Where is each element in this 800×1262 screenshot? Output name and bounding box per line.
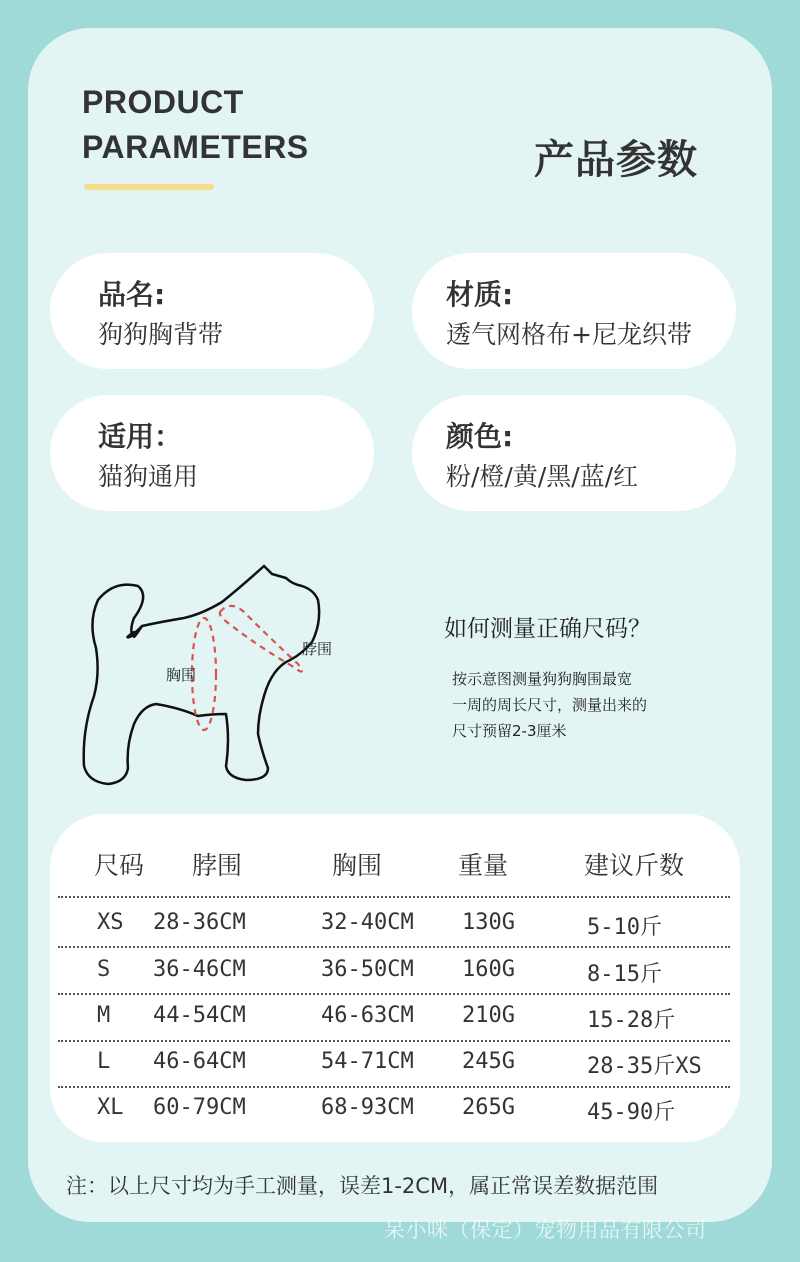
table-header-chest: 胸围 [332,851,383,880]
table-divider [58,1040,730,1042]
measure-description [452,666,712,744]
info-box-material [412,253,736,369]
table-divider [58,896,730,898]
info-value: 狗狗胸背带 [98,320,224,349]
cell-weight: 160G [462,957,515,982]
info-box-color [412,395,736,511]
info-label: 品名: [98,278,166,311]
measure-desc-line: 尺寸预留2-3厘米 [452,722,567,740]
neck-measure-line [220,606,302,672]
neck-label: 脖围 [302,640,333,658]
title-english-line1: PRODUCT [82,84,244,120]
cell-chest: 68-93CM [321,1095,414,1120]
cell-recommended: 45-90斤 [587,1100,676,1125]
title-english [82,80,309,170]
cell-chest: 32-40CM [321,910,414,935]
table-divider [58,946,730,948]
dog-outline-icon [72,556,362,792]
info-value: 猫狗通用 [98,462,199,491]
info-label: 适用： [98,420,183,453]
cell-size: S [97,957,111,982]
cell-size: L [97,1049,111,1074]
cell-size: XL [97,1095,124,1120]
measurement-note: 注：以上尺寸均为手工测量，误差1-2CM，属正常误差数据范围 [66,1174,659,1198]
cell-weight: 210G [462,1003,515,1028]
measure-desc-line: 一周的周长尺寸，测量出来的 [452,696,648,714]
cell-neck: 36-46CM [153,957,246,982]
title-chinese: 产品参数 [534,137,698,183]
cell-weight: 130G [462,910,515,935]
table-divider [58,993,730,995]
table-header-size: 尺码 [94,851,145,880]
cell-recommended: 15-28斤 [587,1008,676,1033]
info-label: 材质: [446,278,514,311]
cell-neck: 44-54CM [153,1003,246,1028]
info-label: 颜色: [446,420,514,453]
table-header-recommended-weight: 建议斤数 [584,851,685,880]
cell-recommended: 8-15斤 [587,962,662,987]
cell-chest: 36-50CM [321,957,414,982]
info-value: 透气网格布+尼龙织带 [446,320,692,349]
cell-size: M [97,1003,111,1028]
dog-measurement-figure [72,556,362,792]
info-value: 粉/橙/黄/黑/蓝/红 [446,462,639,491]
title-underline [84,184,214,190]
cell-neck: 60-79CM [153,1095,246,1120]
company-watermark: 呆小咪（保定）宠物用品有限公司 [384,1218,707,1242]
measure-title: 如何测量正确尺码？ [444,616,651,642]
cell-chest: 54-71CM [321,1049,414,1074]
title-english-line2: PARAMETERS [82,129,309,165]
measure-desc-line: 按示意图测量狗狗胸围最宽 [452,670,633,688]
cell-weight: 245G [462,1049,515,1074]
cell-weight: 265G [462,1095,515,1120]
cell-size: XS [97,910,124,935]
cell-neck: 46-64CM [153,1049,246,1074]
table-header-neck: 脖围 [192,851,243,880]
cell-recommended: 28-35斤XS [587,1054,702,1079]
table-divider [58,1086,730,1088]
table-header-weight: 重量 [458,851,509,880]
info-box-applicable [50,395,374,511]
info-box-product-name [50,253,374,369]
cell-chest: 46-63CM [321,1003,414,1028]
chest-label: 胸围 [166,666,197,684]
cell-recommended: 5-10斤 [587,915,662,940]
cell-neck: 28-36CM [153,910,246,935]
